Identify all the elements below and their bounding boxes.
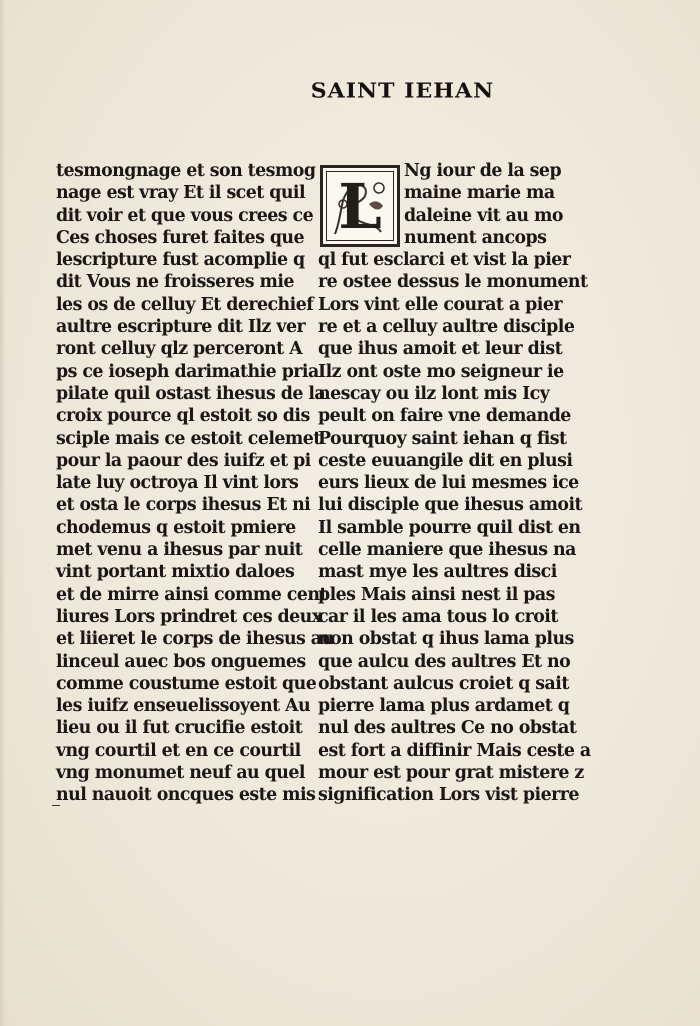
- text-line: ceste euuangile dit en plusi: [318, 450, 573, 471]
- text-line: vint portant mixtio daloes: [56, 562, 295, 583]
- text-line: met venu a ihesus par nuit: [56, 540, 303, 561]
- text-line: car il les ama tous lo croit: [318, 606, 558, 627]
- text-line: ql fut esclarci et vist la pier: [318, 250, 571, 271]
- text-line: tesmongnage et son tesmog: [56, 161, 316, 181]
- running-head-text: SAINT IEHAN: [310, 78, 495, 104]
- text-line: maine marie ma: [404, 183, 555, 204]
- text-line: lescripture fust acomplie q: [56, 250, 305, 271]
- text-line: ples Mais ainsi nest il pas: [318, 584, 555, 605]
- text-line: comme coustume estoit que: [56, 673, 317, 694]
- text-line: que ihus amoit et leur dist: [318, 339, 563, 360]
- text-line: pour la paour des iuifz et pi: [56, 450, 311, 471]
- text-line: ront celluy qlz perceront A: [56, 339, 303, 360]
- text-line: et de mirre ainsi comme cent: [56, 584, 327, 605]
- text-line: peult on faire vne demande: [318, 406, 571, 427]
- text-line: liures Lors prindret ces deux: [56, 606, 322, 627]
- text-line: ps ce ioseph darimathie pria: [56, 361, 319, 382]
- text-line: Ces choses furet faites que: [56, 227, 305, 248]
- left-text-column: [56, 160, 334, 807]
- text-line: croix pource ql estoit so dis: [56, 406, 310, 427]
- text-line: est fort a diffinir Mais ceste a: [318, 740, 591, 761]
- running-head: [0, 78, 590, 104]
- text-line: obstant aulcus croiet q sait: [318, 673, 569, 694]
- text-line: dit voir et que vous crees ce: [56, 205, 314, 226]
- text-line: aultre escripture dit Ilz ver: [56, 317, 306, 338]
- text-line: lieu ou il fut crucifie estoit: [56, 718, 303, 739]
- text-line: linceul auec bos onguemes: [56, 651, 306, 672]
- text-line: chodemus q estoit pmiere: [56, 517, 296, 538]
- text-line: nul nauoit oncques este mis: [56, 785, 316, 806]
- text-line: dit Vous ne froisseres mie: [56, 272, 294, 293]
- text-line: nescay ou ilz lont mis Icy: [318, 383, 550, 404]
- text-line: re ostee dessus le monument: [318, 272, 588, 293]
- text-line: non obstat q ihus lama plus: [318, 629, 574, 650]
- text-line: et liieret le corps de ihesus au: [56, 629, 334, 650]
- margin-mark: [52, 805, 60, 806]
- text-line: nage est vray Et il scet quil: [56, 183, 306, 204]
- text-line: et osta le corps ihesus Et ni: [56, 495, 311, 516]
- text-line: re et a celluy aultre disciple: [318, 317, 575, 338]
- text-line: mast mye les aultres disci: [318, 562, 557, 583]
- text-line: vng courtil et en ce courtil: [56, 740, 301, 761]
- text-line: mour est pour grat mistere z: [318, 763, 584, 784]
- text-line: pilate quil ostast ihesus de la: [56, 383, 326, 404]
- text-line: eurs lieux de lui mesmes ice: [318, 473, 579, 494]
- text-line: late luy octroya Il vint lors: [56, 473, 299, 494]
- right-text-column: [318, 160, 591, 807]
- text-line: sciple mais ce estoit celemet: [56, 428, 321, 449]
- text-line: celle maniere que ihesus na: [318, 540, 576, 561]
- text-line: que aulcu des aultres Et no: [318, 651, 571, 672]
- text-line: Il samble pourre quil dist en: [318, 517, 581, 538]
- text-line: lui disciple que ihesus amoit: [318, 495, 583, 516]
- text-line: nul des aultres Ce no obstat: [318, 718, 577, 739]
- text-line: les iuifz enseuelissoyent Au: [56, 696, 311, 717]
- text-line: les os de celluy Et derechief: [56, 294, 314, 315]
- text-line: Lors vint elle courat a pier: [318, 294, 562, 315]
- text-line: vng monumet neuf au quel: [56, 763, 305, 784]
- text-line: Ng iour de la sep: [404, 161, 562, 181]
- text-line: daleine vit au mo: [404, 205, 563, 226]
- page-gutter-shadow: [0, 0, 6, 1026]
- initial-letter: L: [338, 170, 382, 243]
- text-line: nument ancops: [404, 227, 547, 248]
- text-line: Ilz ont oste mo seigneur ie: [318, 361, 564, 382]
- text-line: signification Lors vist pierre: [318, 785, 579, 806]
- text-line: Pourquoy saint iehan q fist: [318, 428, 567, 449]
- text-line: pierre lama plus ardamet q: [318, 696, 570, 717]
